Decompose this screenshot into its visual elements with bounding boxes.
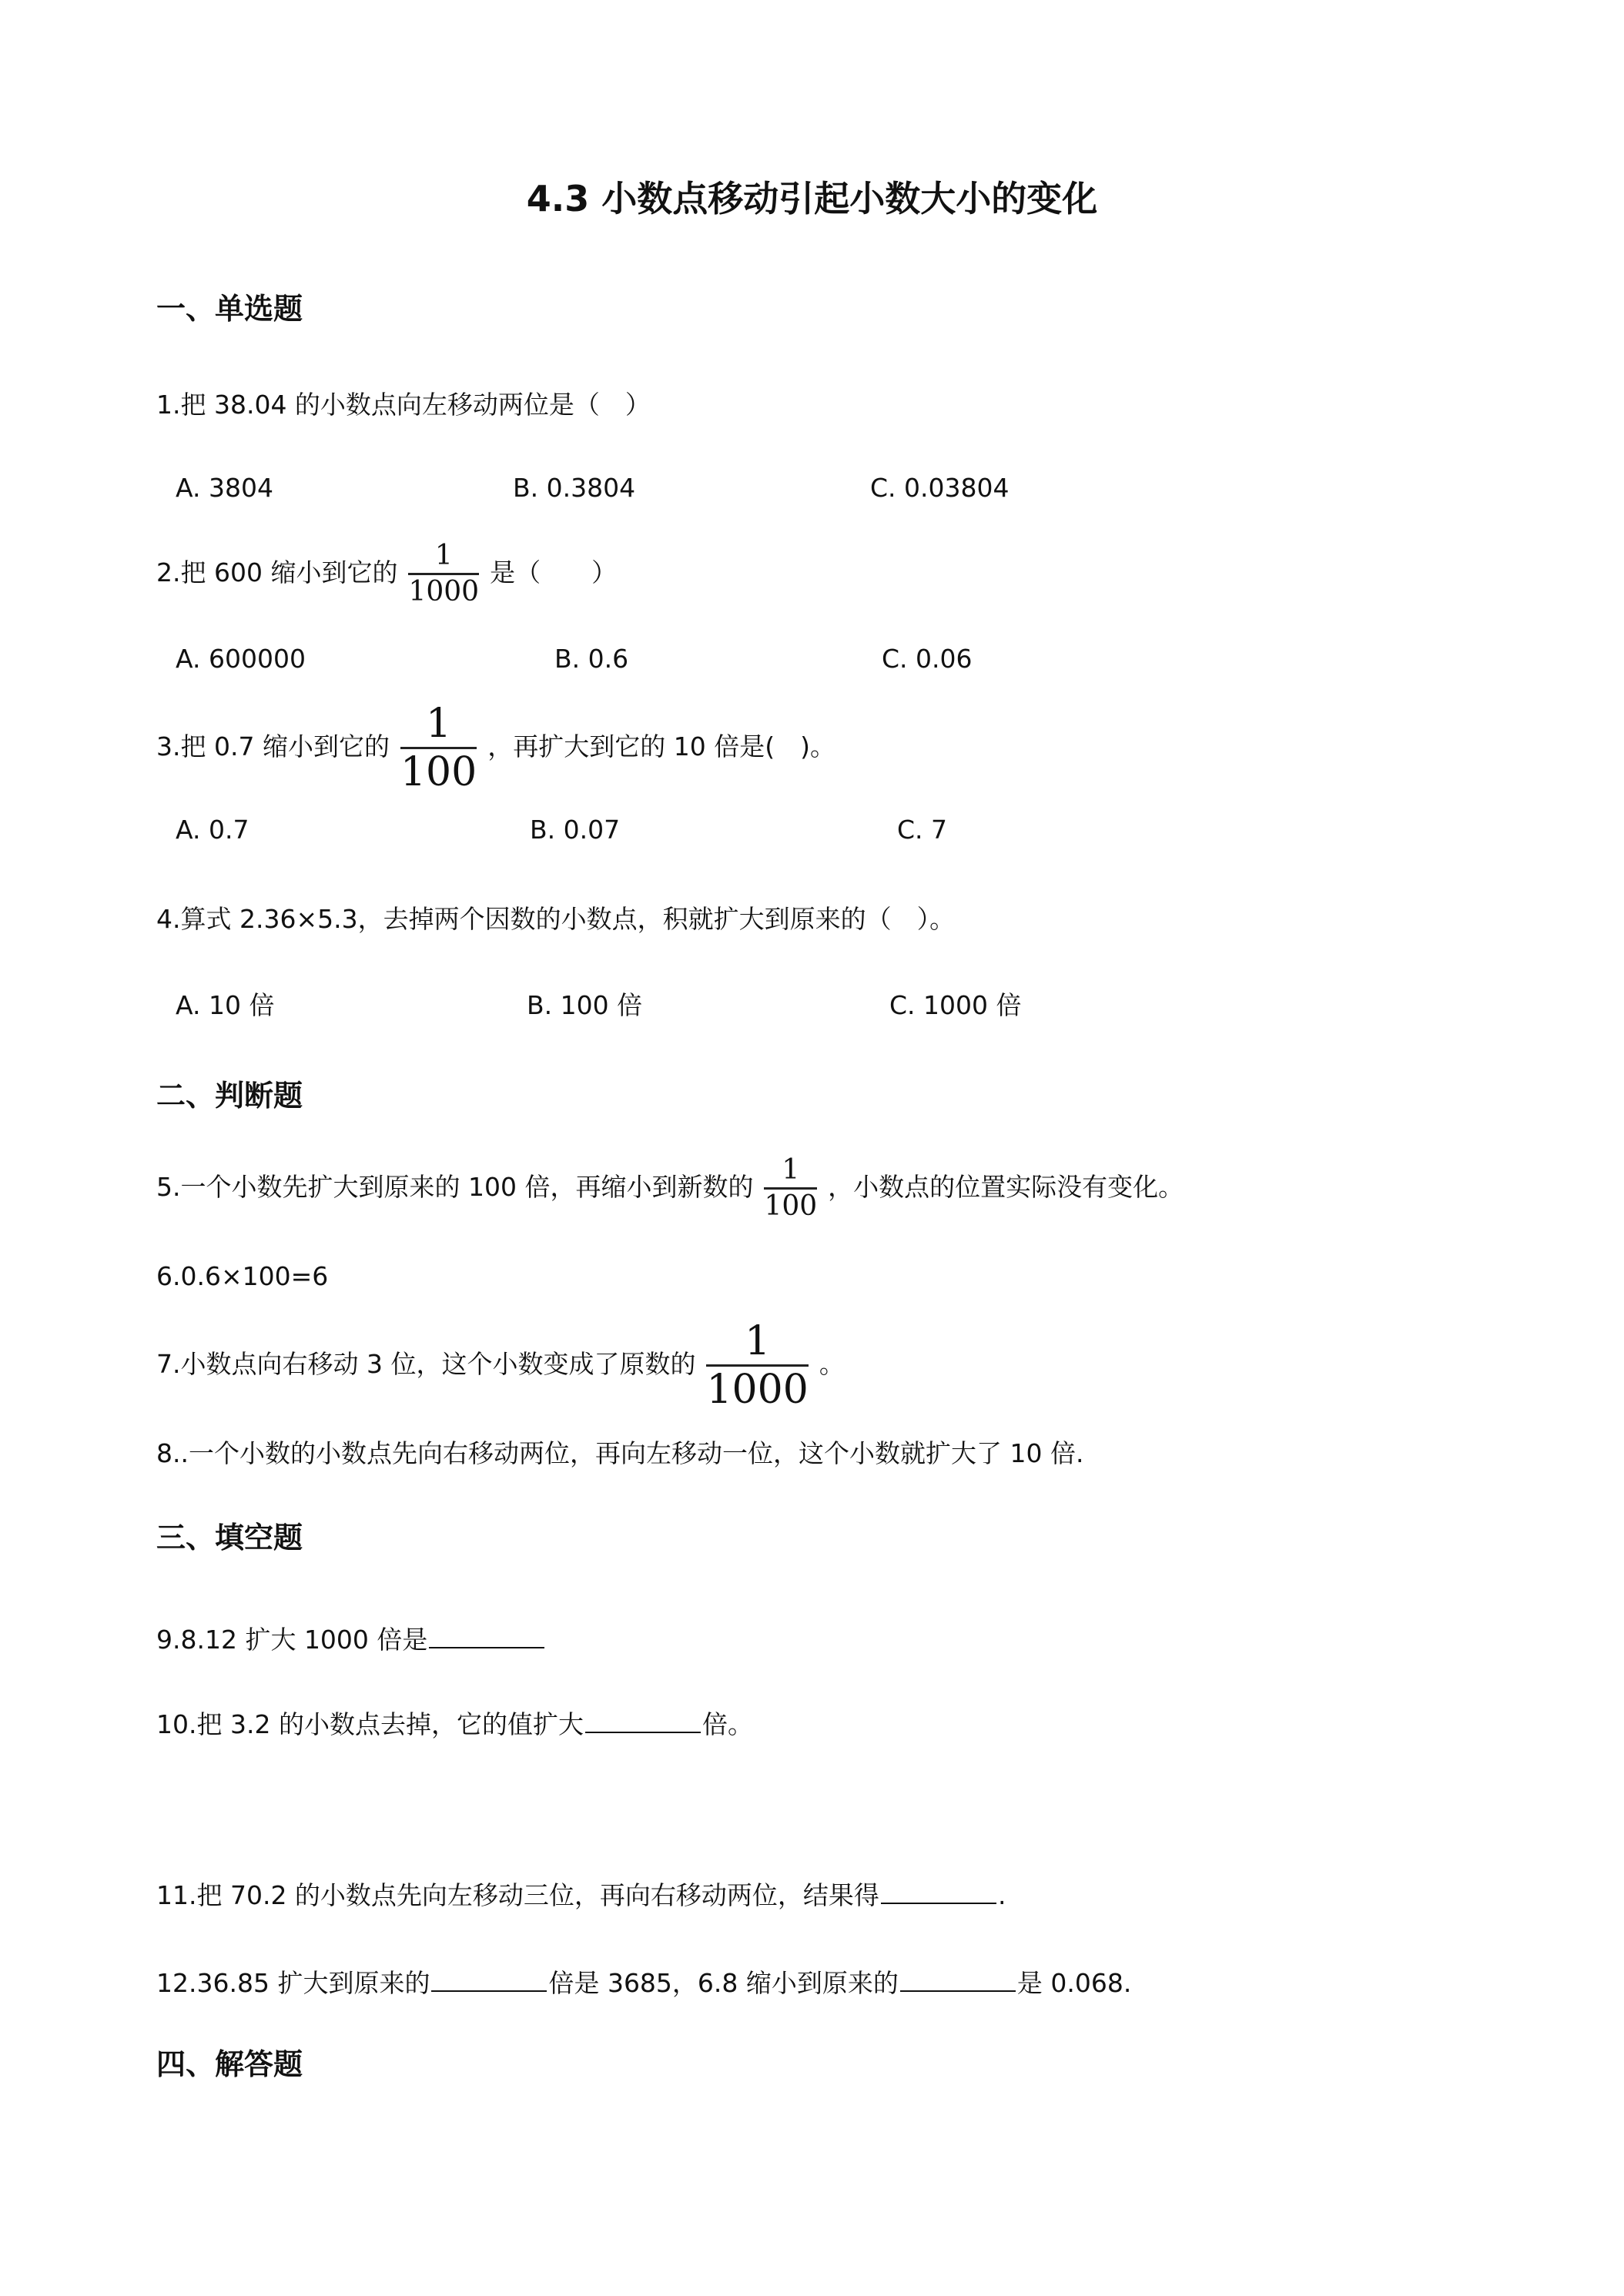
section-heading-solve: 四、解答题 — [156, 2047, 303, 2081]
q1-option-b: B. 0.3804 — [513, 473, 636, 503]
question-5 — [156, 1156, 1184, 1220]
q1-option-a: A. 3804 — [176, 473, 273, 503]
question-10 — [156, 1705, 753, 1741]
question-3 — [156, 701, 835, 795]
question-9 — [156, 1620, 546, 1656]
q5-text-pre: 5.一个小数先扩大到原来的 100 倍，再缩小到新数的 — [156, 1172, 754, 1202]
q3-option-c: C. 7 — [897, 815, 948, 845]
section-heading-fill-blank: 三、填空题 — [156, 1521, 303, 1555]
q2-option-b: B. 0.6 — [554, 644, 629, 674]
q5-fraction — [764, 1156, 817, 1220]
q10-text-post: 倍。 — [702, 1709, 753, 1739]
q4-option-b: B. 100 倍 — [527, 990, 643, 1020]
q7-text-post: 。 — [819, 1349, 845, 1379]
question-4: 4.算式 2.36×5.3，去掉两个因数的小数点，积就扩大到原来的（ ）。 — [156, 904, 956, 934]
q4-option-a: A. 10 倍 — [176, 990, 275, 1020]
q1-option-c: C. 0.03804 — [870, 473, 1010, 503]
q12-answer-blank-1[interactable] — [431, 1967, 547, 1992]
q12-text-pre: 12.36.85 扩大到原来的 — [156, 1968, 430, 1998]
q2-fraction-denominator: 1000 — [408, 576, 480, 607]
q3-fraction-denominator: 100 — [400, 749, 477, 795]
q10-answer-blank[interactable] — [585, 1709, 701, 1733]
page-title: 4.3 小数点移动引起小数大小的变化 — [526, 178, 1098, 219]
fraction-bar — [408, 573, 479, 575]
q2-fraction-numerator: 1 — [434, 540, 453, 571]
question-6: 6.0.6×100=6 — [156, 1261, 329, 1291]
section-heading-single-choice: 一、单选题 — [156, 292, 303, 326]
q5-text-post: ，小数点的位置实际没有变化。 — [828, 1172, 1184, 1202]
q9-text-pre: 9.8.12 扩大 1000 倍是 — [156, 1625, 428, 1655]
q12-answer-blank-2[interactable] — [900, 1967, 1016, 1992]
q11-text-pre: 11.把 70.2 的小数点先向左移动三位，再向右移动两位，结果得 — [156, 1880, 879, 1910]
q2-text-pre: 2.把 600 缩小到它的 — [156, 557, 398, 587]
q12-text-mid: 倍是 3685，6.8 缩小到原来的 — [548, 1968, 899, 1998]
q4-option-c: C. 1000 倍 — [889, 990, 1022, 1020]
q9-answer-blank[interactable] — [429, 1624, 544, 1648]
q5-fraction-denominator: 100 — [764, 1190, 818, 1222]
question-1: 1.把 38.04 的小数点向左移动两位是（ ） — [156, 390, 651, 420]
question-8: 8..一个小数的小数点先向右移动两位，再向左移动一位，这个小数就扩大了 10 倍. — [156, 1438, 1084, 1468]
q2-text-post: 是（ ） — [490, 557, 618, 587]
question-11 — [156, 1876, 1006, 1912]
q5-fraction-numerator: 1 — [782, 1154, 800, 1186]
q7-fraction — [706, 1318, 809, 1413]
q11-text-post: . — [997, 1880, 1006, 1910]
q7-fraction-denominator: 1000 — [706, 1367, 809, 1413]
q12-text-post: 是 0.068. — [1016, 1968, 1132, 1998]
q3-text-post: ，再扩大到它的 10 倍是( )。 — [487, 731, 835, 761]
q2-option-a: A. 600000 — [176, 644, 306, 674]
q7-fraction-numerator: 1 — [745, 1318, 771, 1364]
question-7 — [156, 1318, 845, 1413]
q10-text-pre: 10.把 3.2 的小数点去掉，它的值扩大 — [156, 1709, 584, 1739]
fraction-bar — [764, 1187, 817, 1190]
q2-fraction — [408, 542, 479, 606]
q7-text-pre: 7.小数点向右移动 3 位，这个小数变成了原数的 — [156, 1349, 696, 1379]
q3-fraction-numerator: 1 — [426, 701, 452, 747]
q3-fraction — [400, 701, 477, 795]
section-heading-true-false: 二、判断题 — [156, 1079, 303, 1113]
question-12 — [156, 1963, 1131, 2000]
q3-text-pre: 3.把 0.7 缩小到它的 — [156, 731, 390, 761]
q3-option-b: B. 0.07 — [530, 815, 621, 845]
q2-option-c: C. 0.06 — [882, 644, 973, 674]
q3-option-a: A. 0.7 — [176, 815, 249, 845]
q11-answer-blank[interactable] — [881, 1879, 996, 1904]
question-2 — [156, 542, 617, 606]
